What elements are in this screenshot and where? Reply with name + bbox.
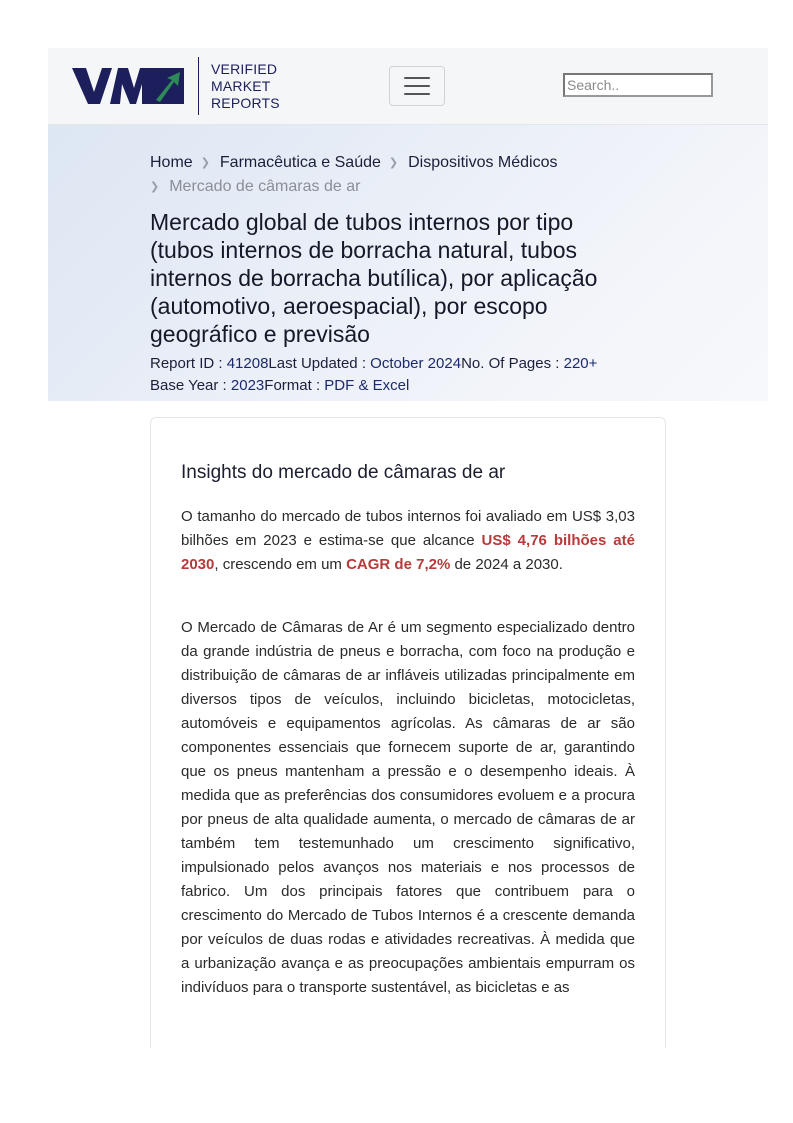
insights-paragraph-2: O Mercado de Câmaras de Ar é um segmento especializado dentro da grande indústria de pneus e borracha, com foco na produção e distribuição de câmaras de ar infláveis utilizadas principalmente em diversos tipos de veículos, incluindo bicicletas, motocicletas, automóveis e equipamentos agrícolas. As câmaras de ar são componentes essenciais que fornecem suporte de ar, garantindo que os pneus mantenham a pressão e o desempenho ideais. À medida que as preferências dos consumidores evoluem e a procura por pneus de alta qualidade aumenta, o mercado de câmaras de ar também tem testemunhado um crescimento significativo, impulsionado pelos avanços nos materiais e nos processos de fabrico. Um dos principais fatores que contribuem para o crescimento do Mercado de Tubos Internos é a crescente demanda por veículos de duas rodas e atividades recreativas. À medida que a urbanização avança e as preocupações ambientais empurram os indivíduos para o transporte sustentável, as bicicletas e as — [181, 619, 635, 996]
pages-value: 220+ — [563, 355, 598, 372]
brand-name — [211, 61, 280, 112]
report-meta — [150, 353, 650, 397]
insights-card — [150, 417, 666, 1048]
report-hero — [48, 125, 768, 401]
p1-highlight-value: US$ 4,76 bilhões até 2030 — [181, 532, 635, 573]
breadcrumb-home[interactable]: Home — [150, 154, 193, 171]
format-value: PDF & Excel — [324, 377, 410, 394]
insights-heading: Insights do mercado de câmaras de ar — [181, 462, 506, 483]
site-header — [48, 48, 768, 125]
p1-text-c: de 2024 a 2030. — [450, 556, 563, 573]
brand-line-2: MARKET — [211, 77, 271, 94]
breadcrumb-current: Mercado de câmaras de ar — [169, 178, 361, 195]
brand-line-1: VERIFIED — [211, 60, 278, 77]
breadcrumb — [150, 151, 610, 199]
breadcrumb-subcategory[interactable]: Dispositivos Médicos — [408, 154, 558, 171]
chevron-right-icon: ❯ — [150, 181, 160, 193]
menu-icon-bar — [404, 85, 430, 87]
logo-divider — [198, 57, 199, 115]
base-year-label: Base Year : — [150, 377, 231, 394]
base-year-value: 2023 — [230, 377, 265, 394]
insights-paragraph-1 — [181, 505, 635, 577]
p1-highlight-cagr: CAGR de 7,2% — [346, 556, 451, 573]
vmr-logo-mark — [72, 66, 184, 106]
menu-icon-bar — [404, 93, 430, 95]
format-label: Format : — [264, 377, 325, 394]
p1-text-b: , crescendo em um — [214, 556, 347, 573]
last-updated-label: Last Updated : — [268, 355, 371, 372]
report-id-label: Report ID : — [150, 355, 227, 372]
report-id-value: 41208 — [226, 355, 269, 372]
hamburger-menu-button[interactable] — [389, 66, 445, 106]
page — [48, 48, 768, 1048]
page-title: Mercado global de tubos internos por tipo (tubos internos de borracha natural, tubos internos de borracha butílica), por aplicação (automotivo, aeroespacial), por escopo geográfico e previsão — [150, 209, 598, 347]
menu-icon-bar — [404, 77, 430, 79]
logo[interactable] — [72, 56, 280, 116]
chevron-right-icon: ❯ — [200, 157, 210, 169]
last-updated-value: October 2024 — [370, 355, 462, 372]
search-input[interactable] — [563, 73, 713, 97]
p1-text-a: O tamanho do mercado de tubos internos foi avaliado em US$ 3,03 bilhões em 2023 e estima-se que alcance — [181, 508, 635, 549]
breadcrumb-category[interactable]: Farmacêutica e Saúde — [219, 154, 381, 171]
chevron-right-icon: ❯ — [388, 157, 399, 169]
brand-line-3: REPORTS — [211, 94, 280, 111]
pages-label: No. Of Pages : — [461, 355, 564, 372]
